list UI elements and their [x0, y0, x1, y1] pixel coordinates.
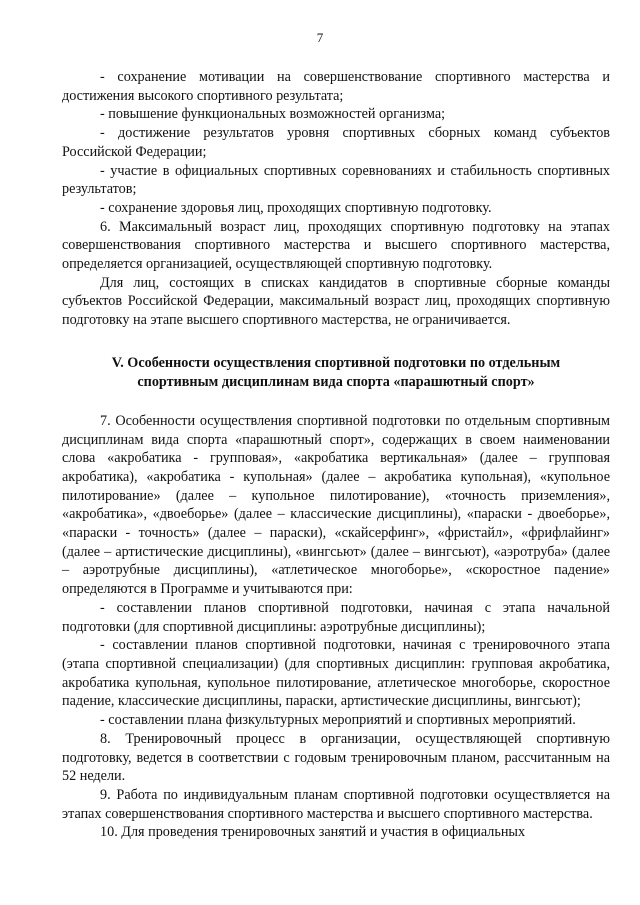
section-heading-line: V. Особенности осуществления спортивной подготовки по отдельным [111, 354, 561, 371]
paragraph: - составлении планов спортивной подготовки, начиная с тренировочного этапа (этапа спортивной специализации) (для спортивных дисциплин: групповая акробатика, акробатика купольная, купольное пилотирование, атлетическое многоборье, скоростное падение, классические дисциплины, параски, артистические дисциплины, вингсьют); [62, 637, 610, 710]
paragraph: 10. Для проведения тренировочных занятий и участия в официальных [100, 824, 526, 841]
page-number: 7 [316, 30, 324, 45]
paragraph: - составлении плана физкультурных мероприятий и спортивных мероприятий. [100, 712, 576, 729]
paragraph: - сохранение мотивации на совершенствование спортивного мастерства и достижения высокого спортивного результата; [62, 69, 610, 104]
paragraph: 6. Максимальный возраст лиц, проходящих спортивную подготовку на этапах совершенствования спортивного мастерства и высшего спортивного мастерства, определяется организацией, осуществляющей спортивную подготовку. [62, 218, 610, 273]
document-body [62, 68, 610, 842]
paragraph: - повышение функциональных возможностей организма; [100, 106, 446, 123]
paragraph: 9. Работа по индивидуальным планам спортивной подготовки осуществляется на этапах совершенствования спортивного мастерства и высшего спортивного мастерства. [62, 786, 610, 822]
paragraph: - достижение результатов уровня спортивных сборных команд субъектов Российской Федерации; [62, 125, 610, 160]
paragraph: 8. Тренировочный процесс в организации, осуществляющей спортивную подготовку, ведется в соответствии с годовым тренировочным планом, рассчитанным на 52 недели. [62, 730, 610, 785]
paragraph: Для лиц, состоящих в списках кандидатов в спортивные сборные команды субъектов Российской Федерации, максимальный возраст лиц, проходящих спортивную подготовку на этапе высшего спортивного мастерства, не ограничивается. [62, 274, 610, 329]
paragraph: - составлении планов спортивной подготовки, начиная с этапа начальной подготовки (для спортивной дисциплины: аэротрубные дисциплины); [62, 599, 610, 635]
paragraph: - сохранение здоровья лиц, проходящих спортивную подготовку. [100, 199, 492, 216]
paragraph: 7. Особенности осуществления спортивной подготовки по отдельным спортивным дисциплинам вида спорта «парашютный спорт», содержащих в своем наименовании слова «акробатика - групповая», «акробатика вертикальная» (далее – групповая акробатика), «акробатика - купольная» (далее – акробатика купольная), «купольное пилотирование» (далее – купольное пилотирование), «точность приземления», «акробатика», «двоеборье» (далее – классические дисциплины), «параски - двоеборье», «параски - точность» (далее – параски), «скайсерфинг», «фристайл», «фрифлайинг» (далее – артистические дисциплины), «вингсьют» (далее – вингсьют), «аэротруба» (далее – аэротрубные дисциплины), «атлетическое многоборье», «скоростное падение» определяются в Программе и учитываются при: [62, 412, 610, 598]
section-heading [62, 354, 610, 392]
section-heading-line: спортивным дисциплинам вида спорта «парашютный спорт» [137, 373, 535, 390]
paragraph: - участие в официальных спортивных соревнованиях и стабильность спортивных результатов; [62, 162, 610, 198]
